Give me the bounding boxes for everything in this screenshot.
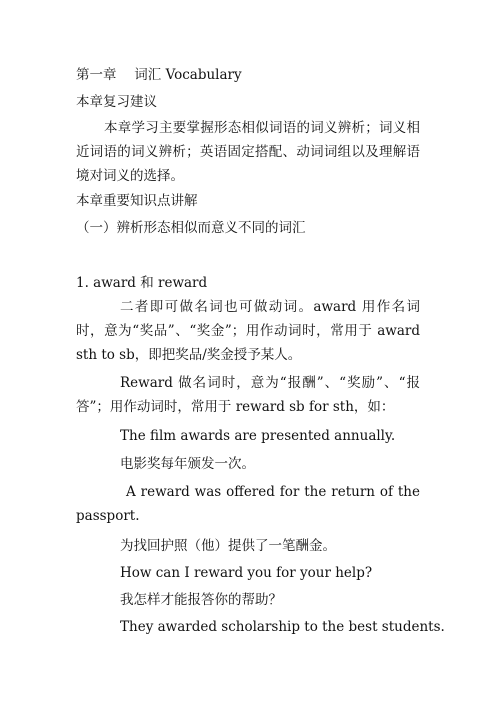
example-translation: 电影奖每年颁发一次。 bbox=[120, 456, 255, 472]
example-translation: 我怎样才能报答你的帮助？ bbox=[120, 592, 282, 608]
example-sentence: The film awards are presented annually. bbox=[120, 428, 396, 444]
review-heading: 本章复习建议 bbox=[76, 94, 157, 110]
reward-paragraph: Reward 做名词时，意为“报酬”、“奖励”、“报答”；用作动词时，常用于 reward sb for sth，如： bbox=[76, 375, 420, 415]
example-translation: 为找回护照（他）提供了一笔酬金。 bbox=[120, 538, 336, 554]
key-points-heading: 本章重要知识点讲解 bbox=[76, 193, 198, 209]
example-sentence: They awarded scholarship to the best students. bbox=[120, 619, 445, 635]
award-paragraph: 二者即可做名词也可做动词。award 用作名词时，意为“奖品”、“奖金”；用作动词时，常用于 award sth to sb，即把奖品/奖金授予某人。 bbox=[76, 299, 420, 363]
item-heading: 1. award 和 reward bbox=[76, 275, 208, 291]
example-sentence: A reward was offered for the return of the passport. bbox=[76, 484, 420, 524]
review-paragraph: 本章学习主要掌握形态相似词语的词义辨析；词义相近词语的词义辨析；英语固定搭配、动词词组以及理解语境对词义的选择。 bbox=[76, 120, 420, 184]
section-heading: （一）辨析形态相似而意义不同的词汇 bbox=[76, 220, 306, 236]
chapter-title: 第一章 词汇 Vocabulary bbox=[76, 67, 242, 83]
example-sentence: How can I reward you for your help? bbox=[120, 565, 373, 581]
